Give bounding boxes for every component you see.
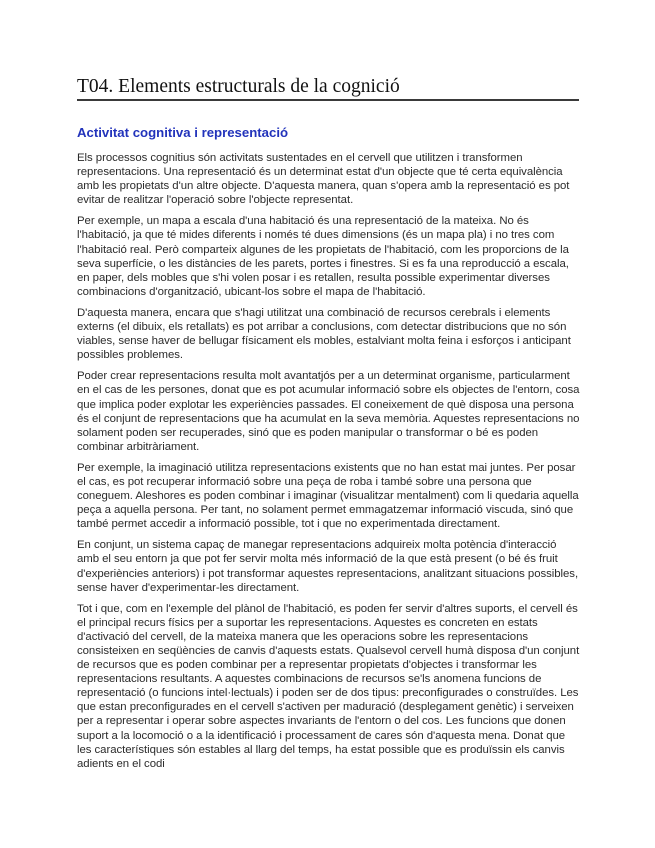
document-body	[77, 124, 580, 778]
section-heading: Activitat cognitiva i representació	[77, 125, 289, 140]
paragraph: Per exemple, un mapa a escala d'una habitació és una representació de la mateixa. No és l'habitació, ja que té mides diferents i només té dues dimensions (és un mapa pla) i no tres com l'habitació real. Però comparteix algunes de les propietats de l'habitació, com les proporcions de la seva superfície, o les distàncies de les parets, portes i finestres. Si es fa una reproducció a escala, en paper, dels mobles que s'hi volen posar i es retallen, resulta possible experimentar diverses combinacions d'organització, ubicant-los sobre el mapa de l'habitació.	[77, 215, 569, 298]
paragraph: Poder crear representacions resulta molt avantatjós per a un determinat organisme, particularment en el cas de les persones, donat que es pot acumular informació sobre els objectes de l'entorn, cosa que implica poder explotar les experiències passades. El coneixement de què disposa una persona és el conjunt de representacions que ha acumulat en la seva memòria. Aquestes representacions no solament poden ser recuperades, sinó que es poden manipular o transformar o bé es poden combinar arbitràriament.	[77, 370, 580, 453]
paragraph: Per exemple, la imaginació utilitza representacions existents que no han estat mai juntes. Per posar el cas, es pot recuperar informació sobre una peça de roba i també sobre una persona que coneguem. Aleshores es poden combinar i imaginar (visualitzar mentalment) com li quedaria aquella peça a aquella persona. Per tant, no solament permet emmagatzemar informació viscuda, sinó que també permet accedir a informació possible, tot i que no experimentada directament.	[77, 461, 579, 531]
paragraph: Els processos cognitius són activitats sustentades en el cervell que utilitzen i transformen representacions. Una representació és un determinat estat d'un objecte que té certa equivalència amb les propietats d'un altre objecte. D'aquesta manera, quan s'opera amb la representació es pot evitar de realitzar l'operació sobre l'objecte representat.	[77, 152, 570, 207]
document-title: T04. Elements estructurals de la cognició	[77, 76, 579, 101]
paragraph: En conjunt, un sistema capaç de manegar representacions adquireix molta potència d'interacció amb el seu entorn ja que pot fer servir molta més informació de la que està present (o bé és fruit d'experiències anteriors) i pot transformar aquestes representacions, analitzant situacions possibles, sense haver d'experimentar-les directament.	[77, 539, 579, 594]
paragraph: Tot i que, com en l'exemple del plànol de l'habitació, es poden fer servir d'altres suports, el cervell és el principal recurs físics per a suportar les representacions. Aquestes es concreten en estats d'activació del cervell, de la mateixa manera que les operacions sobre les representacions consisteixen en seqüències de canvis d'aquests estats. Qualsevol cervell humà disposa d'un conjunt de recursos que es poden combinar per a representar propietats d'objectes i transformar les representacions resultants. A aquestes combinacions de recursos se'ls anomena funcions de representació (o funcions intel·lectuals) i poden ser de dos tipus: preconfigurades o construïdes. Les que estan preconfigurades en el cervell s'activen per maduració (desplegament genètic) i serveixen per a representar i operar sobre aspectes invariants de l'entorn o del cos. Les funcions que donen suport a la locomoció o a la identificació i processament de cares són d'aquesta mena. Donat que les característiques són estables al llarg del temps, ha estat possible que es produïssin els canvis adients en el codi	[77, 602, 580, 770]
paragraph: D'aquesta manera, encara que s'hagi utilitzat una combinació de recursos cerebrals i elements externs (el dibuix, els retallats) es pot arribar a conclusions, com detectar distribucions que no són viables, sense haver de bellugar físicament els mobles, estalviant molta feina i esforços i anticipant possibles problemes.	[77, 306, 571, 362]
